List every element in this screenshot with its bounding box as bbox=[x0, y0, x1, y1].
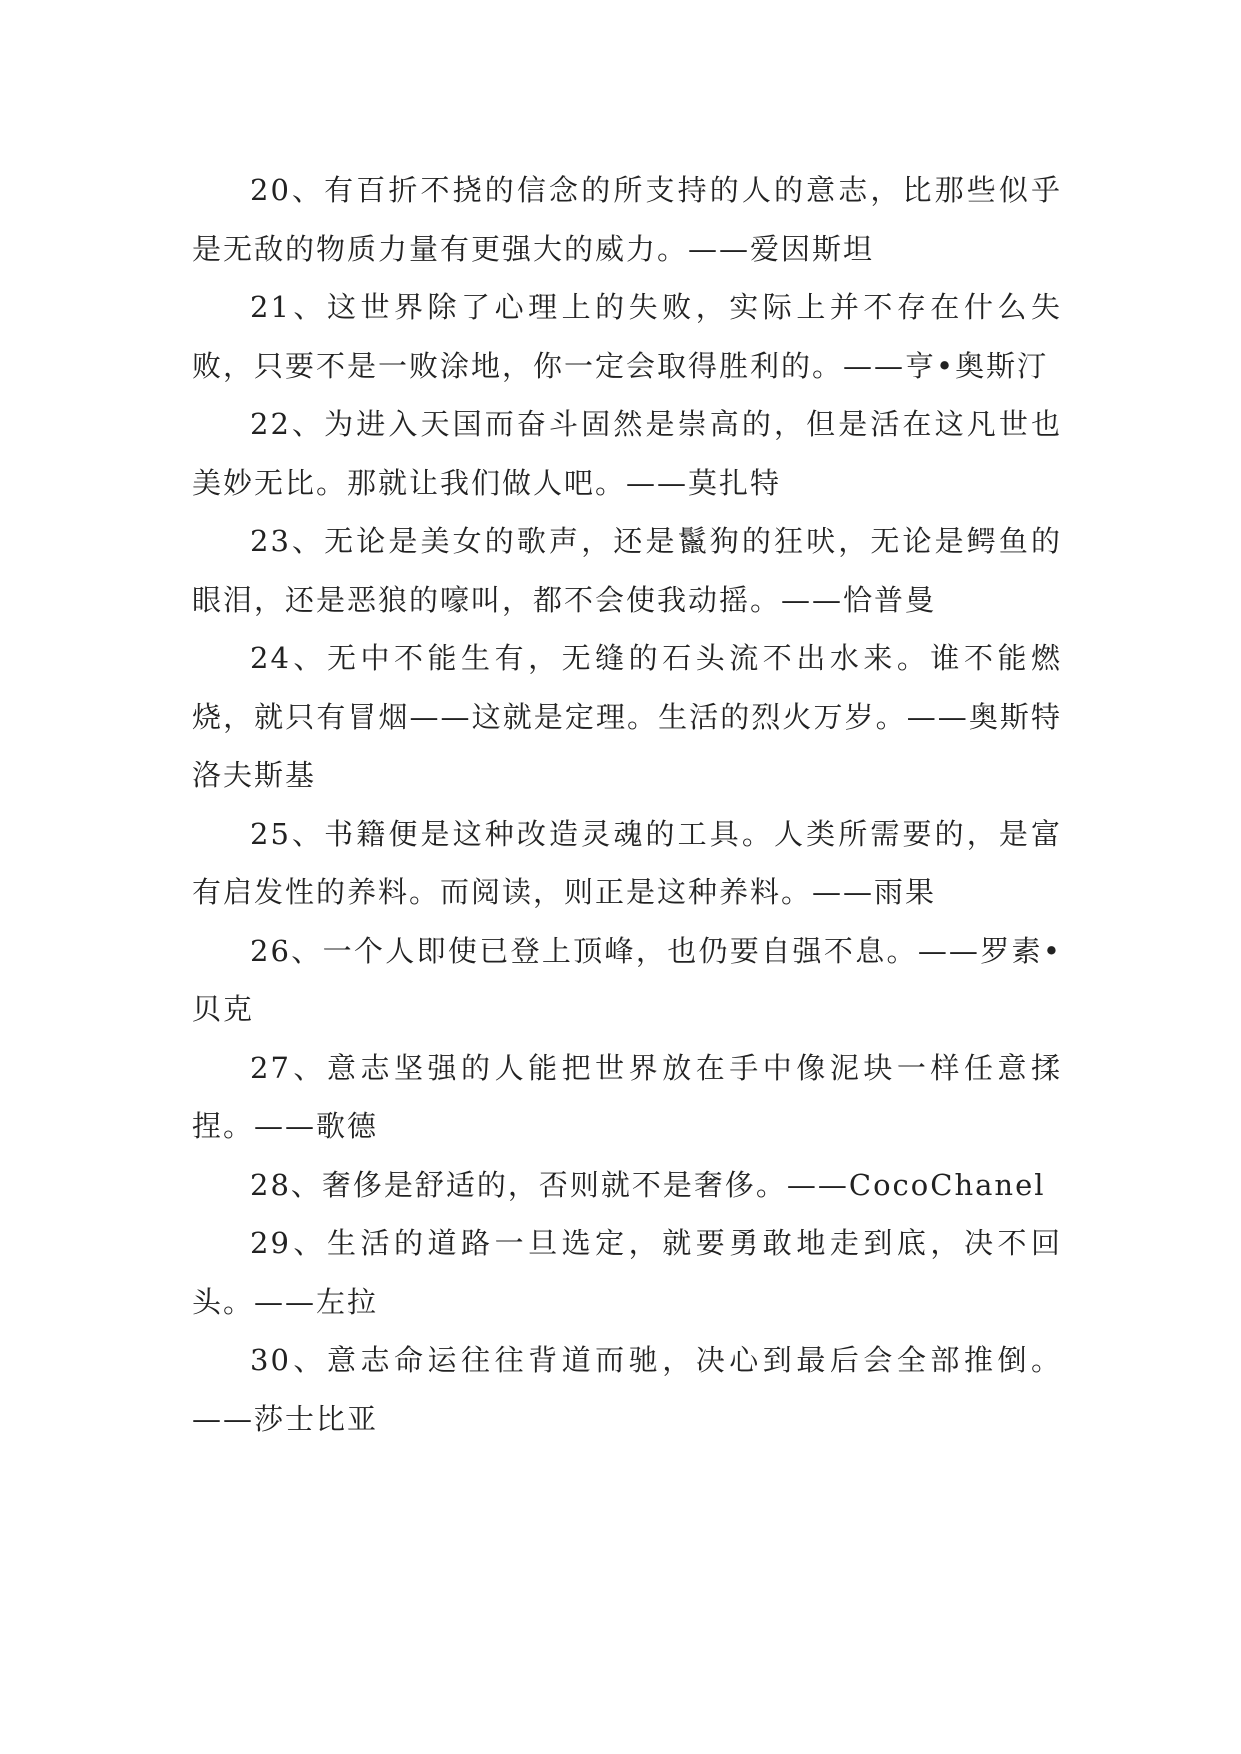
quote-list bbox=[192, 161, 1062, 1448]
quote-paragraph: 24、无中不能生有，无缝的石头流不出水来。谁不能燃烧，就只有冒烟——这就是定理。生活的烈火万岁。——奥斯特洛夫斯基 bbox=[192, 641, 1062, 792]
quote-paragraph: 22、为进入天国而奋斗固然是崇高的，但是活在这凡世也美妙无比。那就让我们做人吧。——莫扎特 bbox=[192, 407, 1062, 500]
quote-paragraph: 20、有百折不挠的信念的所支持的人的意志，比那些似乎是无敌的物质力量有更强大的威力。——爱因斯坦 bbox=[192, 173, 1062, 266]
quote-paragraph: 28、奢侈是舒适的，否则就不是奢侈。——CocoChanel bbox=[250, 1167, 1046, 1202]
quote-paragraph: 27、意志坚强的人能把世界放在手中像泥块一样任意揉捏。——歌德 bbox=[192, 1050, 1062, 1143]
quote-paragraph: 26、一个人即使已登上顶峰，也仍要自强不息。——罗素•贝克 bbox=[192, 933, 1062, 1026]
quote-paragraph: 29、生活的道路一旦选定，就要勇敢地走到底，决不回头。——左拉 bbox=[192, 1226, 1062, 1319]
quote-paragraph: 25、书籍便是这种改造灵魂的工具。人类所需要的，是富有启发性的养料。而阅读，则正是这种养料。——雨果 bbox=[192, 816, 1062, 909]
quote-paragraph: 21、这世界除了心理上的失败，实际上并不存在什么失败，只要不是一败涂地，你一定会取得胜利的。——亨•奥斯汀 bbox=[192, 290, 1062, 383]
quote-paragraph: 23、无论是美女的歌声，还是鬣狗的狂吠，无论是鳄鱼的眼泪，还是恶狼的嚎叫，都不会使我动摇。——恰普曼 bbox=[192, 524, 1062, 617]
quote-paragraph: 30、意志命运往往背道而驰，决心到最后会全部推倒。——莎士比亚 bbox=[192, 1343, 1062, 1436]
